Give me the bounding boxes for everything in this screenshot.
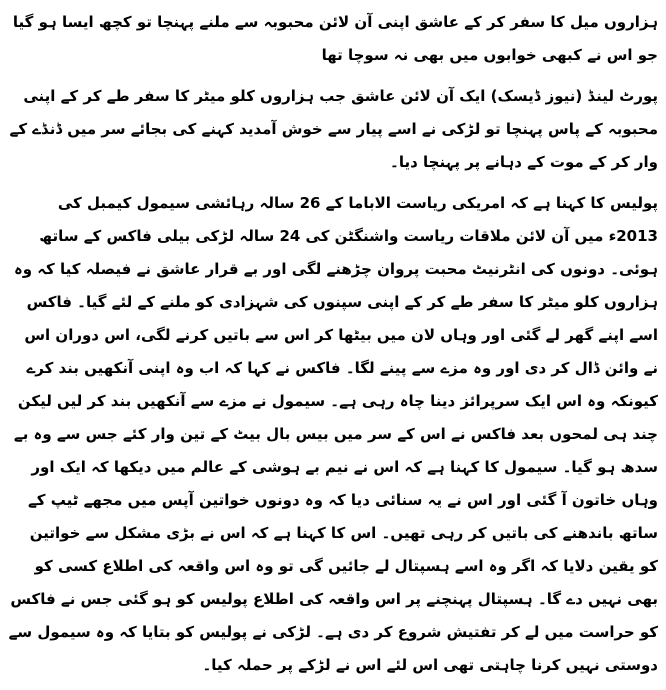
article-intro-text: پورٹ لینڈ (نیوز ڈیسک) ایک آن لائن عاشق جب ہزاروں کلو میٹر کا سفر طے کر کے اپنی محبوبہ کے پاس پہنچا تو لڑکی نے اسے پیار سے خوش آمدید کہنے کی بجائے سر میں ڈنڈے کے وار کر کے موت کے دہانے پر پہنچا دیا۔ [9,87,658,171]
article-intro-paragraph [8,80,658,179]
article-lead-text: ہزاروں میل کا سفر کر کے عاشق اپنی آن لائن محبوبہ سے ملنے پہنچا تو کچھ ایسا ہو گیا جو اس نے کبھی خوابوں میں بھی نہ سوچا تھا [12,13,658,64]
news-article [8,6,658,690]
article-lead-paragraph [8,6,658,72]
article-body-paragraph [8,187,658,682]
article-body-text: پولیس کا کہنا ہے کہ امریکی ریاست الاباما کے 26 سالہ رہائشی سیمول کیمبل کی 2013ء میں آن لائن ملاقات ریاست واشنگٹن کی 24 سالہ لڑکی بیلی فاکس کے ساتھ ہوئی۔ دونوں کی انٹرنیٹ محبت پروان چڑھنے لگی اور بے قرار عاشق نے فیصلہ کیا کہ وہ ہزاروں کلو میٹر کا سفر طے کر کے اپنی سپنوں کی شہزادی کو ملنے کے لئے گیا۔ فاکس اسے اپنے گھر لے گئی اور وہاں لان میں بیٹھا کر اس سے باتیں کرنے لگی، اس دوران اس نے وائن ڈال کر دی اور وہ مزے سے پینے لگا۔ فاکس نے کہا کہ اب وہ اپنی آنکھیں بند کرے کیونکہ وہ اس ایک سرپرائز دینا چاہ رہی ہے۔ سیمول نے مزے سے آنکھیں بند کر لیں لیکن چند ہی لمحوں بعد فاکس نے اس کے سر میں بیس بال بیٹ کے تین وار کئے جس سے وہ بے سدھ ہو گیا۔ سیمول کا کہنا ہے کہ اس نے نیم بے ہوشی کے عالم میں دیکھا کہ ایک اور وہاں خاتون آ گئی اور اس نے یہ سنائی دیا کہ وہ دونوں خواتین آپس میں مجھے ٹیپ کے ساتھ باندھنے کی باتیں کر رہی تھیں۔ اس کا کہنا ہے کہ اس نے بڑی مشکل سے خواتین کو یقین دلایا کہ اگر وہ اسے ہسپتال لے جائیں گی تو وہ اس واقعہ کی اطلاع کسی کو بھی نہیں دے گا۔ ہسپتال پہنچنے پر اس واقعہ کی اطلاع پولیس کو ہو گئی جس نے فاکس کو حراست میں لے کر تفتیش شروع کر دی ہے۔ لڑکی نے پولیس کو بتایا کہ وہ سیمول سے دوستی نہیں کرنا چاہتی تھی اس لئے اس نے لڑکے پر حملہ کیا۔ [8,194,658,674]
